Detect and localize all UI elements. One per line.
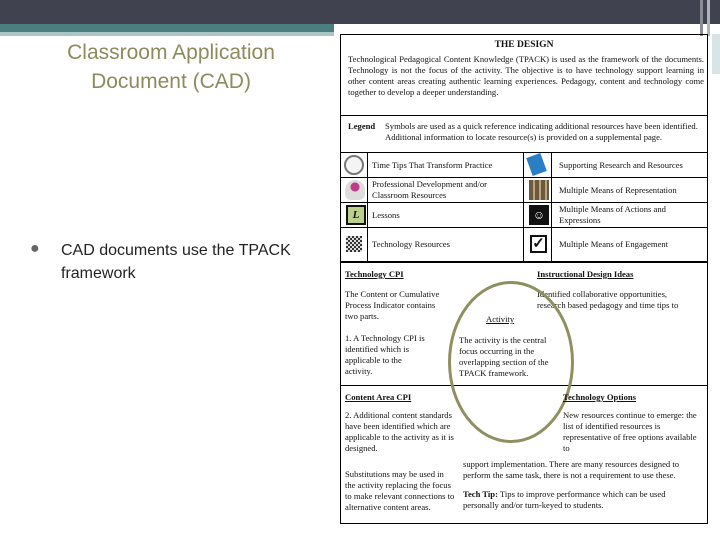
tech-tip-text: Tips to improve performance which can be used personally and/or turn-keyed to students. [463, 489, 666, 510]
activity-heading: Activity [486, 314, 515, 324]
right-stripe [700, 0, 703, 36]
lessons-icon: L [346, 205, 366, 225]
tech-cpi-text: The Content or Cumulative Process Indicator contains two parts. [345, 289, 440, 321]
legend-item-label: Multiple Means of Representation [559, 184, 677, 195]
content-cpi-item: 2. Additional content standards have been identified which are applicable to the activity as it is designed. [345, 410, 454, 453]
legend-label: Legend [348, 121, 376, 131]
design-document [340, 34, 708, 524]
tech-cpi-heading: Technology CPI [345, 269, 404, 279]
bullet-text: CAD documents use the TPACK framework [61, 242, 291, 282]
slide-title: Classroom Application Document (CAD) [67, 41, 275, 93]
legend-item-label: Multiple Means of Actions and Expressions [559, 204, 666, 225]
activity-text: The activity is the central focus occurring in the overlapping section of the TPACK framework. [459, 335, 549, 378]
idi-heading: Instructional Design Ideas [537, 269, 634, 279]
tech-options-heading: Technology Options [563, 392, 636, 402]
legend-item-label: Professional Development and/or Classroom Resources [372, 179, 488, 200]
legend-table [341, 115, 707, 263]
legend-item-label: Technology Resources [372, 239, 450, 249]
right-stripe [707, 0, 710, 36]
tech-options-text-cont: support implementation. There are many resources designed to perform the same task, there is not a requirement to use these. [463, 459, 680, 480]
design-heading: THE DESIGN [494, 40, 554, 50]
head-icon [345, 180, 365, 200]
clock-icon [344, 155, 364, 175]
checkbox-icon: ✓ [530, 235, 547, 253]
content-cpi-heading: Content Area CPI [345, 392, 412, 402]
legend-item-label: Multiple Means of Engagement [559, 239, 669, 249]
legend-row [341, 152, 707, 177]
qr-code-icon [346, 236, 362, 252]
masks-icon: ☺ [529, 205, 549, 225]
design-text: Technological Pedagogical Content Knowledge (TPACK) is used as the framework of the documents. Technology is not the focus of the activity. The objective is to have technology support learning in other content areas creating authentic learning experiences. Pedagogy, content and technology come together to develop a deeper understanding. [348, 54, 704, 97]
legend-row [341, 202, 707, 227]
substitutions-text: Substitutions may be used in the activity replacing the focus to make relevant connections to alternative content areas. [345, 469, 455, 512]
people-icon [529, 180, 549, 200]
bullet-icon: ● [30, 240, 40, 257]
tech-options-text: New resources continue to emerge: the list of identified resources is representative of free options available to [563, 410, 697, 453]
legend-row [341, 177, 707, 202]
book-icon [526, 153, 547, 176]
accent-band [0, 24, 334, 32]
legend-item-label: Time Tips That Transform Practice [372, 159, 493, 170]
right-accent [712, 34, 720, 74]
idi-text: Identified collaborative opportunities, research based pedagogy and time tips to [537, 289, 679, 310]
tech-cpi-item: 1. A Technology CPI is identified which is applicable to the activity. [345, 333, 425, 376]
legend-text: Symbols are used as a quick reference indicating additional resources have been identified. Additional information to locate resource(s) is provided on a supplemental page. [385, 121, 698, 142]
accent-band-light [0, 32, 334, 36]
legend-item-label: Supporting Research and Resources [559, 159, 683, 170]
tech-tip-label: Tech Tip: [463, 489, 498, 499]
legend-row [341, 227, 707, 261]
legend-item-label: Lessons [372, 209, 400, 220]
top-bar [0, 0, 720, 24]
